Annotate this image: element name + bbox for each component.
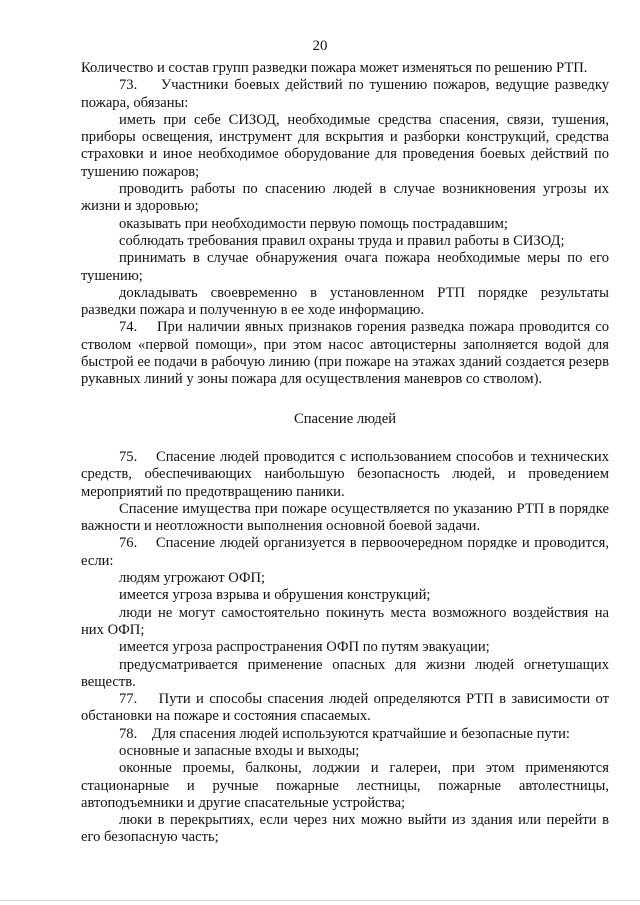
list-item-rescue-work: проводить работы по спасению людей в случае возникновения угрозы их жизни и здоровью; xyxy=(81,181,609,215)
section-heading: Спасение людей xyxy=(293,410,397,427)
list-item-spread-threat: имеется угроза распространения ОФП по путям эвакуации; xyxy=(119,639,490,656)
list-item-ofp-threat: людям угрожают ОФП; xyxy=(119,570,266,587)
list-item-explosion-threat: имеется угроза взрыва и обрушения конструкций; xyxy=(119,587,431,604)
paragraph-property-rescue: Спасение имущества при пожаре осуществляется по указанию РТП в порядке важности и неотложности выполнения основной боевой задачи. xyxy=(81,500,609,535)
list-item-sizod: иметь при себе СИЗОД, необходимые средства спасения, связи, тушения, приборы освещения, инструмент для вскрытия и разборки конструкций, средства страховки и иное необходимое оборудование для проведения боевых действий по тушению пожаров; xyxy=(81,111,609,180)
list-item-exits: основные и запасные входы и выходы; xyxy=(119,742,360,759)
scan-edge-line xyxy=(0,900,640,901)
list-item-safety-rules: соблюдать требования правил охраны труда и правил работы в СИЗОД; xyxy=(119,232,565,249)
paragraph-77: 77. Пути и способы спасения людей определяются РТП в зависимости от обстановки на пожаре и состояния спасаемых. xyxy=(81,691,609,725)
list-item-dangerous-agents: предусматривается применение опасных для жизни людей огнетушащих веществ. xyxy=(81,656,609,690)
paragraph-75: 75. Спасение людей проводится с использованием способов и технических средств, обеспечивающих наибольшую безопасность людей, и проведением мероприятий по предотвращению паники. xyxy=(81,448,609,500)
paragraph-74: 74. При наличии явных признаков горения разведка пожара проводится со стволом «первой помощи», при этом насос автоцистерны заполняется водой для быстрой ее подачи в рабочую линию (при пожаре на этажах зданий создается резерв рукавных линий у зоны пожара для осуществления маневров со стволом). xyxy=(81,319,609,388)
paragraph-76: 76. Спасение людей организуется в первоочередном порядке и проводится, если: xyxy=(81,535,609,569)
list-item-hatches: люки в перекрытиях, если через них можно выйти из здания или перейти в его безопасную часть; xyxy=(81,812,609,846)
list-item-cannot-leave: люди не могут самостоятельно покинуть места возможного воздействия на них ОФП; xyxy=(81,604,609,638)
paragraph-groups-composition: Количество и состав групп разведки пожара может изменяться по решению РТП. xyxy=(81,60,588,76)
list-item-fire-measures: принимать в случае обнаружения очага пожара необходимые меры по его тушению; xyxy=(81,250,609,284)
list-item-first-aid: оказывать при необходимости первую помощь пострадавшим; xyxy=(119,215,508,232)
paragraph-78: 78. Для спасения людей используются кратчайшие и безопасные пути: xyxy=(119,725,570,742)
document-body xyxy=(81,60,609,847)
list-item-windows-balconies: оконные проемы, балконы, лоджии и галереи, при этом применяются стационарные и ручные пожарные лестницы, пожарные автолестницы, автоподъемники и другие спасательные устройства; xyxy=(81,760,609,811)
page-number: 20 xyxy=(312,38,328,54)
list-item-report: докладывать своевременно в установленном РТП порядке результаты разведки пожара и полученную в ее ходе информацию. xyxy=(81,284,609,319)
paragraph-73: 73. Участники боевых действий по тушению пожаров, ведущие разведку пожара, обязаны: xyxy=(81,77,609,111)
